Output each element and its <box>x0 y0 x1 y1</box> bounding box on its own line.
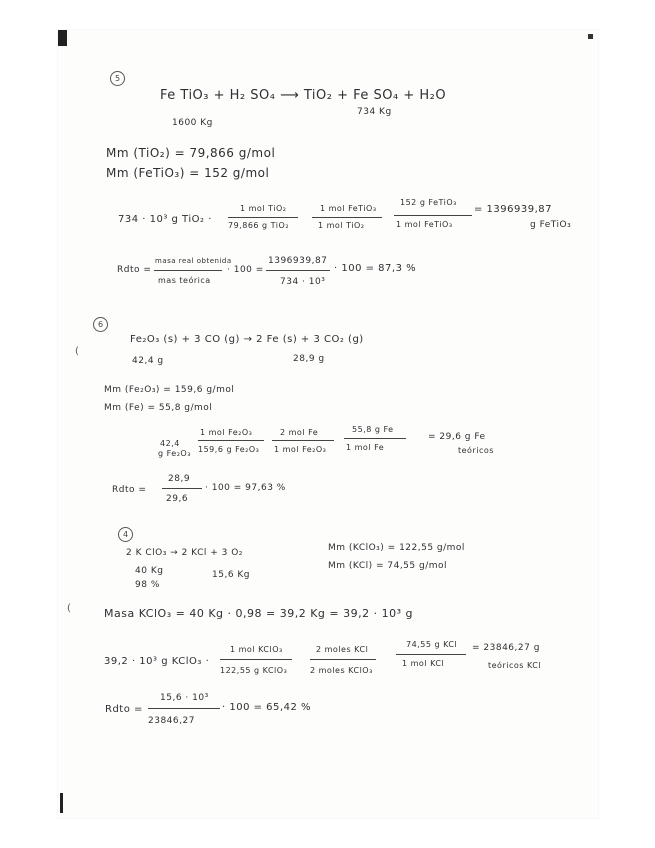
factor-numerator: 2 mol Fe <box>280 428 319 437</box>
purity: 98 % <box>135 580 160 590</box>
fraction-bar <box>312 217 382 218</box>
fraction-bar <box>162 488 202 489</box>
factor-denominator: 122,55 g KClO₃ <box>220 666 288 675</box>
product-mass: 734 Kg <box>357 107 392 117</box>
reactant-mass: 40 Kg <box>135 566 164 576</box>
scan-corner-mark <box>58 30 67 46</box>
scan-edge-mark <box>60 793 63 813</box>
margin-mark: ( <box>75 346 79 357</box>
factor-numerator: 55,8 g Fe <box>352 425 394 434</box>
factor-numerator: 2 moles KCl <box>316 645 369 654</box>
factor-denominator: 79,866 g TiO₂ <box>228 221 290 230</box>
calc-result-unit: g FeTiO₃ <box>530 220 572 230</box>
fraction-bar <box>148 708 220 709</box>
fraction-bar <box>228 217 298 218</box>
molar-mass-line: Mm (KCl) = 74,55 g/mol <box>328 561 448 571</box>
factor-numerator: 152 g FeTiO₃ <box>400 198 457 207</box>
scan-dot-mark <box>588 34 593 39</box>
rdto-label: Rdto = <box>117 265 152 275</box>
rdto-label: Rdto = <box>112 485 147 495</box>
factor-denominator: 2 moles KClO₃ <box>310 666 373 675</box>
factor-numerator: 1 mol FeTiO₃ <box>320 204 377 213</box>
calc-result-unit: teóricos <box>458 446 494 455</box>
fraction-bar <box>310 659 376 660</box>
rdto-value-denominator: 29,6 <box>166 494 189 504</box>
problem-number-badge: 6 <box>93 317 108 332</box>
molar-mass-line: Mm (Fe) = 55,8 g/mol <box>104 403 213 413</box>
problem-number-badge: 5 <box>110 71 125 86</box>
fraction-bar <box>266 270 330 271</box>
calc-result: = 1396939,87 <box>474 204 552 215</box>
rdto-denominator: mas teórica <box>158 276 211 285</box>
reaction-equation: 2 K ClO₃ → 2 KCl + 3 O₂ <box>126 548 243 558</box>
rdto-value-numerator: 15,6 · 10³ <box>160 693 209 703</box>
margin-mark: ( <box>67 603 71 614</box>
fraction-bar <box>198 440 264 441</box>
factor-numerator: 1 mol TiO₂ <box>240 204 287 213</box>
rdto-value-numerator: 1396939,87 <box>268 256 328 266</box>
rdto-result: · 100 = 97,63 % <box>205 483 286 493</box>
molar-mass-line: Mm (FeTiO₃) = 152 g/mol <box>106 166 270 180</box>
calc-result: = 23846,27 g <box>472 643 540 653</box>
reaction-equation: Fe₂O₃ (s) + 3 CO (g) → 2 Fe (s) + 3 CO₂ (g) <box>130 334 364 345</box>
reaction-equation: Fe TiO₃ + H₂ SO₄ ⟶ TiO₂ + Fe SO₄ + H₂O <box>160 88 447 103</box>
product-mass: 28,9 g <box>293 354 325 364</box>
molar-mass-line: Mm (Fe₂O₃) = 159,6 g/mol <box>104 385 235 395</box>
factor-denominator: 1 mol KCl <box>402 659 445 668</box>
factor-denominator: 1 mol FeTiO₃ <box>396 220 453 229</box>
calc-result: = 29,6 g Fe <box>428 432 486 442</box>
factor-denominator: 159,6 g Fe₂O₃ <box>198 445 260 454</box>
rdto-value-denominator: 734 · 10³ <box>280 277 326 287</box>
calc-start-denominator: g Fe₂O₃ <box>158 449 191 458</box>
factor-denominator: 1 mol Fe₂O₃ <box>274 445 327 454</box>
rdto-label: Rdto = <box>105 704 143 715</box>
rdto-result: · 100 = 87,3 % <box>334 263 417 274</box>
factor-numerator: 1 mol Fe₂O₃ <box>200 428 253 437</box>
rdto-numerator: masa real obtenida <box>155 257 232 265</box>
reactant-mass: 42,4 g <box>132 356 164 366</box>
factor-numerator: 74,55 g KCl <box>406 640 458 649</box>
rdto-multiplier: · 100 = <box>227 265 264 275</box>
fraction-bar <box>154 270 222 271</box>
fraction-bar <box>394 215 472 216</box>
fraction-bar <box>344 438 406 439</box>
molar-mass-line: Mm (TiO₂) = 79,866 g/mol <box>106 146 276 160</box>
rdto-value-denominator: 23846,27 <box>148 716 195 726</box>
calc-start: 734 · 10³ g TiO₂ · <box>118 214 212 225</box>
calc-result-unit: teóricos KCl <box>488 661 542 670</box>
factor-denominator: 1 mol TiO₂ <box>318 221 365 230</box>
fraction-bar <box>272 440 334 441</box>
calc-start: 39,2 · 10³ g KClO₃ · <box>104 656 210 667</box>
fraction-bar <box>396 654 466 655</box>
calc-start-numerator: 42,4 <box>160 439 180 448</box>
problem-number-badge: 4 <box>118 527 133 542</box>
rdto-result: · 100 = 65,42 % <box>222 702 311 713</box>
molar-mass-line: Mm (KClO₃) = 122,55 g/mol <box>328 543 465 553</box>
reactant-mass: 1600 Kg <box>172 118 213 128</box>
mass-line: Masa KClO₃ = 40 Kg · 0,98 = 39,2 Kg = 39,2 · 10³ g <box>104 607 413 620</box>
rdto-value-numerator: 28,9 <box>168 474 191 484</box>
factor-denominator: 1 mol Fe <box>346 443 385 452</box>
product-mass: 15,6 Kg <box>212 570 251 580</box>
factor-numerator: 1 mol KClO₃ <box>230 645 283 654</box>
fraction-bar <box>220 659 292 660</box>
